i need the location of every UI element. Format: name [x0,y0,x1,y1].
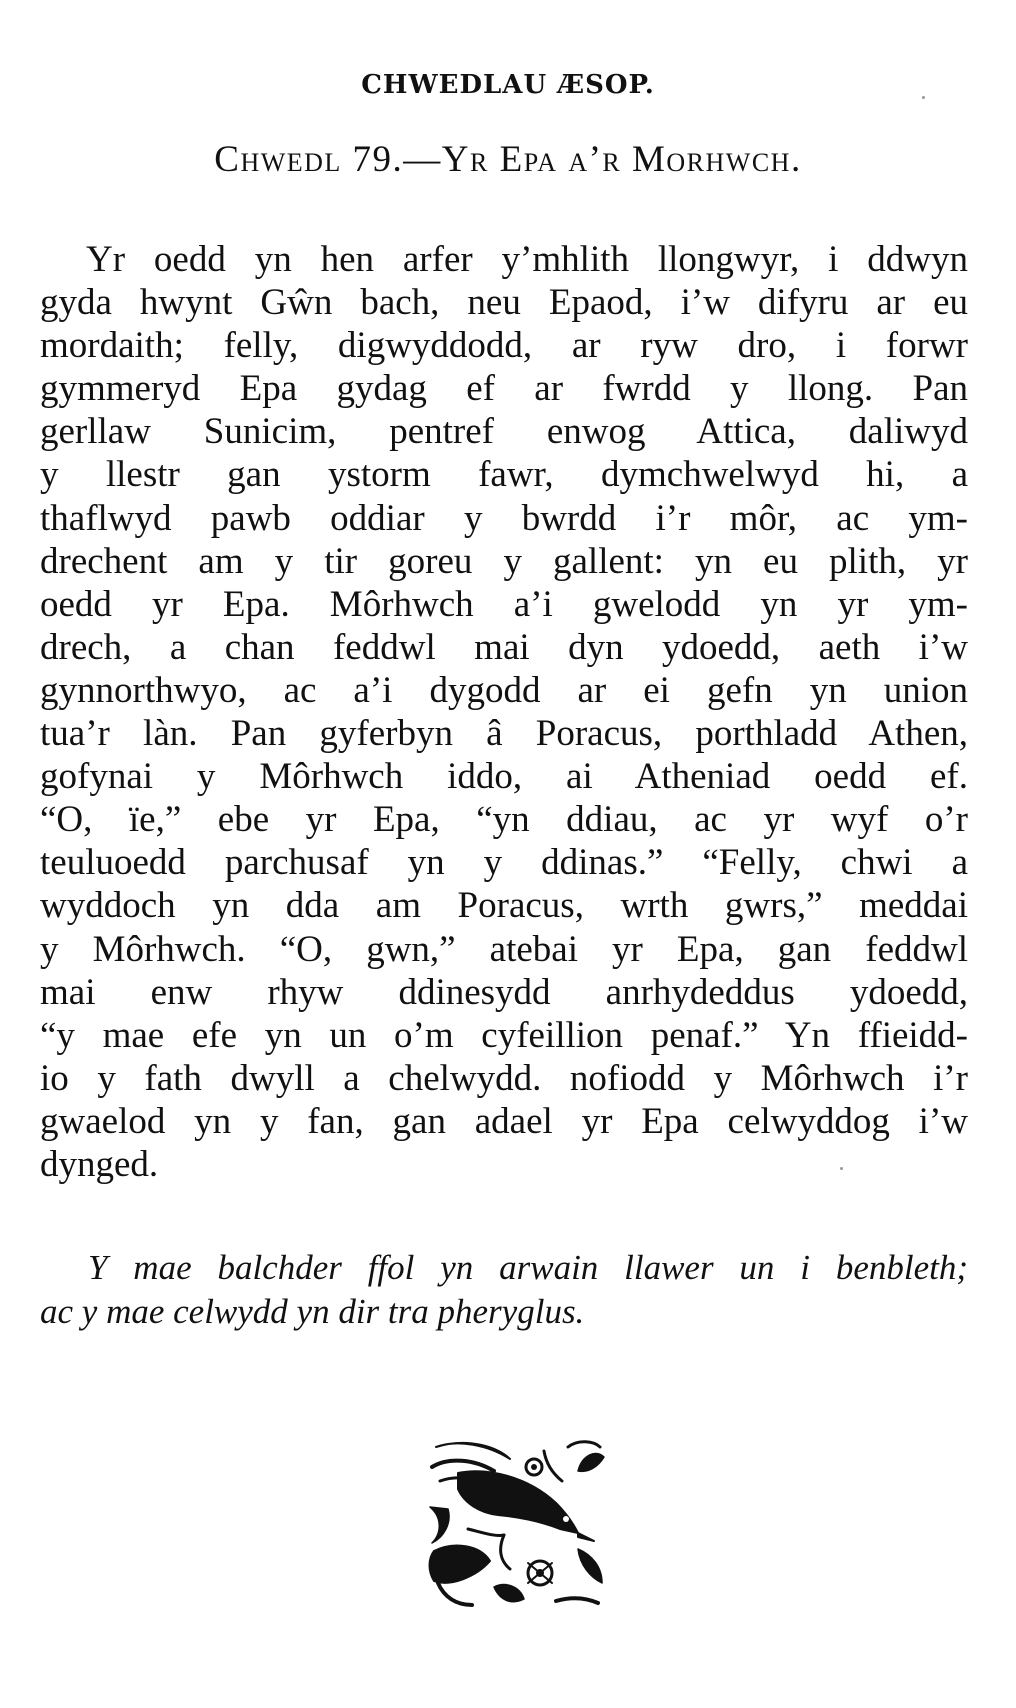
paragraph-line: mordaith; felly, digwyddodd, ar ryw dro, i forwr [40,325,968,367]
paragraph-line: y Môrhwch. “O, gwn,” atebai yr Epa, gan feddwl [40,928,968,970]
paragraph-line: thaflwyd pawb oddiar y bwrdd i’r môr, ac ym- [40,497,968,539]
paragraph-line: dynged. [40,1143,159,1185]
moral-line: ac y mae celwydd yn dir tra pheryglus. [40,1292,585,1331]
paragraph-line: wyddoch yn dda am Poracus, wrth gwrs,” meddai [40,885,968,927]
fable-moral [40,1246,968,1334]
running-head: CHWEDLAU ÆSOP. [361,70,655,100]
paragraph-line: gofynai y Môrhwch iddo, ai Atheniad oedd ef. [40,756,968,798]
paper-speck [922,96,925,99]
paragraph-line: drech, a chan feddwl mai dyn ydoedd, aeth i’w [40,626,968,668]
paragraph-line: “O, ïe,” ebe yr Epa, “yn ddiau, ac yr wyf o’r [40,799,968,841]
paragraph-line: gerllaw Sunicim, pentref enwog Attica, daliwyd [40,411,968,453]
paper-speck [840,1167,843,1170]
paragraph-line: gynnorthwyo, ac a’i dygodd ar ei gefn yn union [40,669,968,711]
paragraph-line: y llestr gan ystorm fawr, dymchwelwyd hi, a [40,454,968,496]
paragraph-line: drechent am y tir goreu y gallent: yn eu plith, yr [40,540,968,582]
paragraph-line: oedd yr Epa. Môrhwch a’i gwelodd yn yr ym- [40,583,968,625]
paragraph-line: “y mae efe yn un o’m cyfeillion penaf.” Yn ffieidd- [40,1014,968,1056]
paragraph-line: gyda hwynt Gŵn bach, neu Epaod, i’w difyru ar eu [40,282,968,324]
bird-vignette-icon [428,1437,606,1609]
paragraph-line: mai enw rhyw ddinesydd anrhydeddus ydoedd, [40,971,968,1013]
paragraph-line: gymmeryd Epa gydag ef ar fwrdd y llong. Pan [40,368,968,410]
fable-title: Chwedl 79.—Yr Epa a’r Morhwch. [214,139,802,180]
paragraph-line: io y fath dwyll a chelwydd. nofiodd y Môrhwch i’r [40,1057,968,1099]
paragraph-line: Yr oedd yn hen arfer y’mhlith llongwyr, i ddwyn [86,239,968,280]
paragraph-line: teuluoedd parchusaf yn y ddinas.” “Felly, chwi a [40,842,968,884]
moral-line: Y mae balchder ffol yn arwain llawer un i benbleth; [88,1248,968,1287]
fable-paragraph [40,238,968,1186]
paragraph-line: gwaelod yn y fan, gan adael yr Epa celwyddog i’w [40,1100,968,1142]
paragraph-line: tua’r làn. Pan gyferbyn â Poracus, porthladd Athen, [40,713,968,755]
